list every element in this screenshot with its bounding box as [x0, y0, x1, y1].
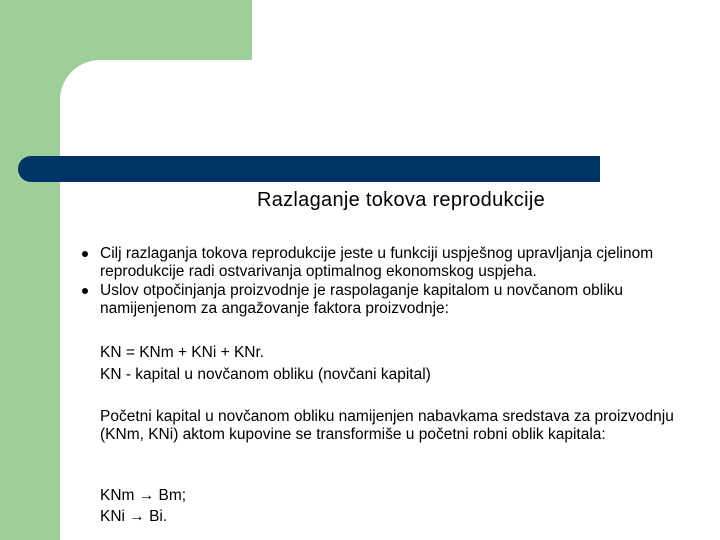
bullet-list	[80, 245, 716, 319]
bullet-dot-icon	[82, 288, 88, 294]
bullet-dot-icon	[82, 251, 88, 257]
slide-title: Razlaganje tokova reprodukcije	[256, 189, 546, 211]
bullet-item	[80, 245, 716, 280]
transform-line-2: KNi → Bi.	[100, 508, 168, 525]
bullet-text: Cilj razlaganja tokova reprodukcije jeste u funkciji uspješnog upravljanja cjelinom reprodukcije radi ostvarivanja optimalnog ekonomskog uspjeha.	[100, 245, 654, 280]
formula-kn: KN = KNm + KNi + KNr.	[100, 344, 265, 361]
initial-capital-paragraph: Početni kapital u novčanom obliku namijenjen nabavkama sredstava za proizvodnju (KNm, KNi) aktom kupovine se transformiše u početni robni oblik kapitala:	[100, 408, 674, 443]
title-bar-decoration	[18, 156, 600, 182]
definition-kn: KN - kapital u novčanom obliku (novčani kapital)	[100, 366, 431, 383]
bullet-text: Uslov otpočinjanja proizvodnje je raspolaganje kapitalom u novčanom obliku namijenjenom za angažovanje faktora proizvodnje:	[100, 282, 624, 317]
bullet-item	[80, 282, 716, 317]
transform-line-1: KNm → Bm;	[100, 487, 187, 504]
